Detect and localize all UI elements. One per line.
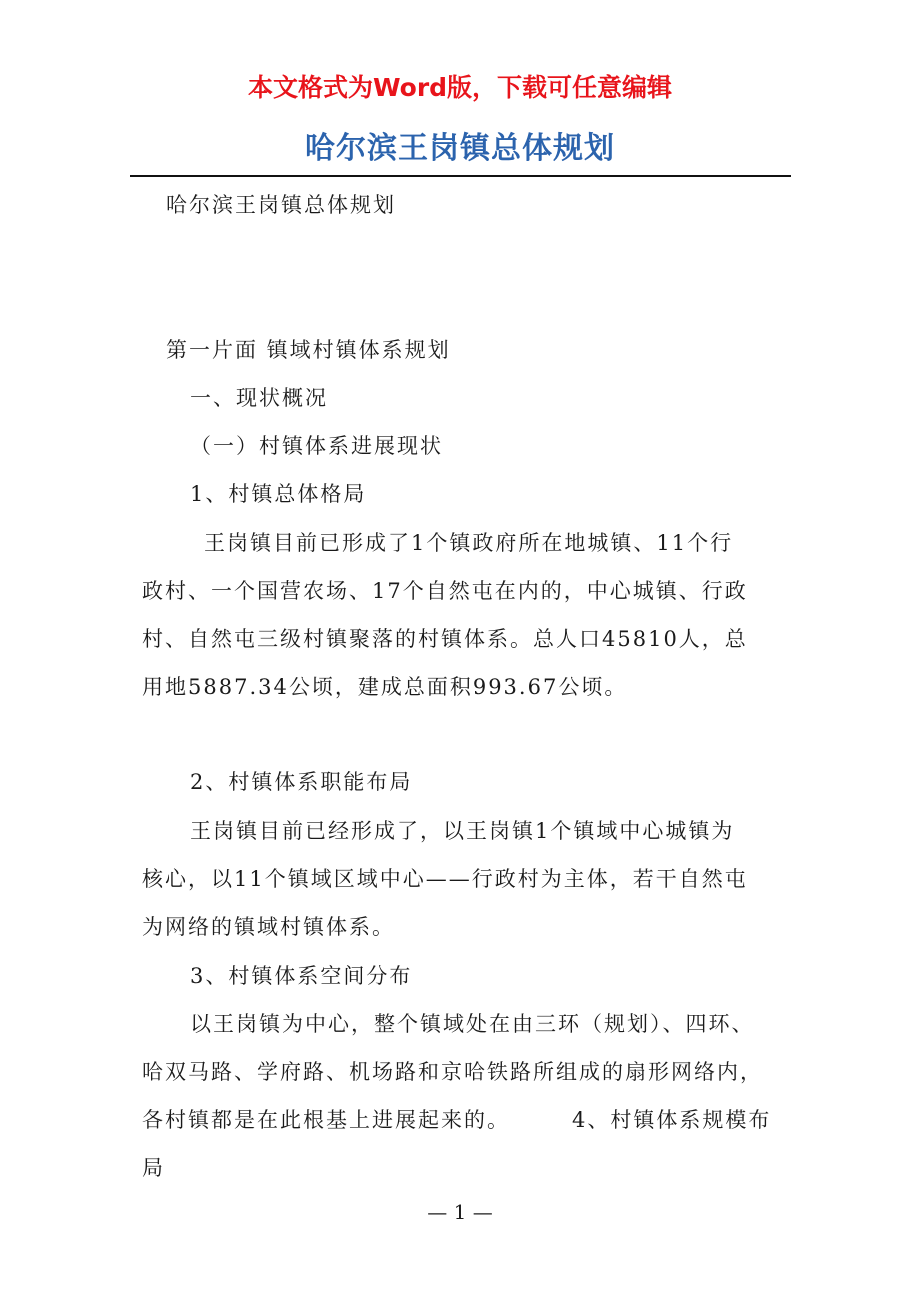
paragraph-3-line: 局 bbox=[142, 1156, 165, 1180]
paragraph-1-line: 村、自然屯三级村镇聚落的村镇体系。总人口45810人，总 bbox=[142, 627, 748, 651]
title-divider bbox=[130, 175, 791, 177]
paragraph-2-line: 为网络的镇域村镇体系。 bbox=[142, 915, 395, 939]
paragraph-1-line: 王岗镇目前已形成了1个镇政府所在地城镇、11个行 bbox=[204, 531, 734, 555]
paragraph-2-line: 核心，以11个镇域区域中心——行政村为主体，若干自然屯 bbox=[142, 867, 748, 891]
page-title: 哈尔滨王岗镇总体规划 bbox=[305, 131, 615, 166]
section-heading: 第一片面 镇域村镇体系规划 bbox=[166, 338, 451, 362]
heading-status-overview: 一、现状概况 bbox=[190, 386, 328, 410]
paragraph-3-line: 以王岗镇为中心，整个镇域处在由三环（规划）、四环、 bbox=[190, 1012, 755, 1036]
item-4-title: 4、村镇体系规模布 bbox=[572, 1108, 772, 1132]
paragraph-1-line: 用地5887.34公顷，建成总面积993.67公顷。 bbox=[142, 675, 628, 699]
paragraph-3-line: 各村镇都是在此根基上进展起来的。 bbox=[142, 1108, 510, 1132]
heading-system-status: （一）村镇体系进展现状 bbox=[190, 434, 443, 458]
word-format-notice: 本文格式为Word版，下载可任意编辑 bbox=[247, 73, 673, 102]
page-number: — 1 — bbox=[427, 1200, 493, 1224]
paragraph-3-line: 哈双马路、学府路、机场路和京哈铁路所组成的扇形网络内， bbox=[142, 1060, 763, 1084]
paragraph-2-line: 王岗镇目前已经形成了，以王岗镇1个镇域中心城镇为 bbox=[190, 819, 735, 843]
item-1-title: 1、村镇总体格局 bbox=[190, 482, 367, 506]
document-title: 哈尔滨王岗镇总体规划 bbox=[166, 193, 396, 217]
paragraph-1-line: 政村、一个国营农场、17个自然屯在内的，中心城镇、行政 bbox=[142, 579, 748, 603]
item-2-title: 2、村镇体系职能布局 bbox=[190, 770, 413, 794]
item-3-title: 3、村镇体系空间分布 bbox=[190, 964, 413, 988]
